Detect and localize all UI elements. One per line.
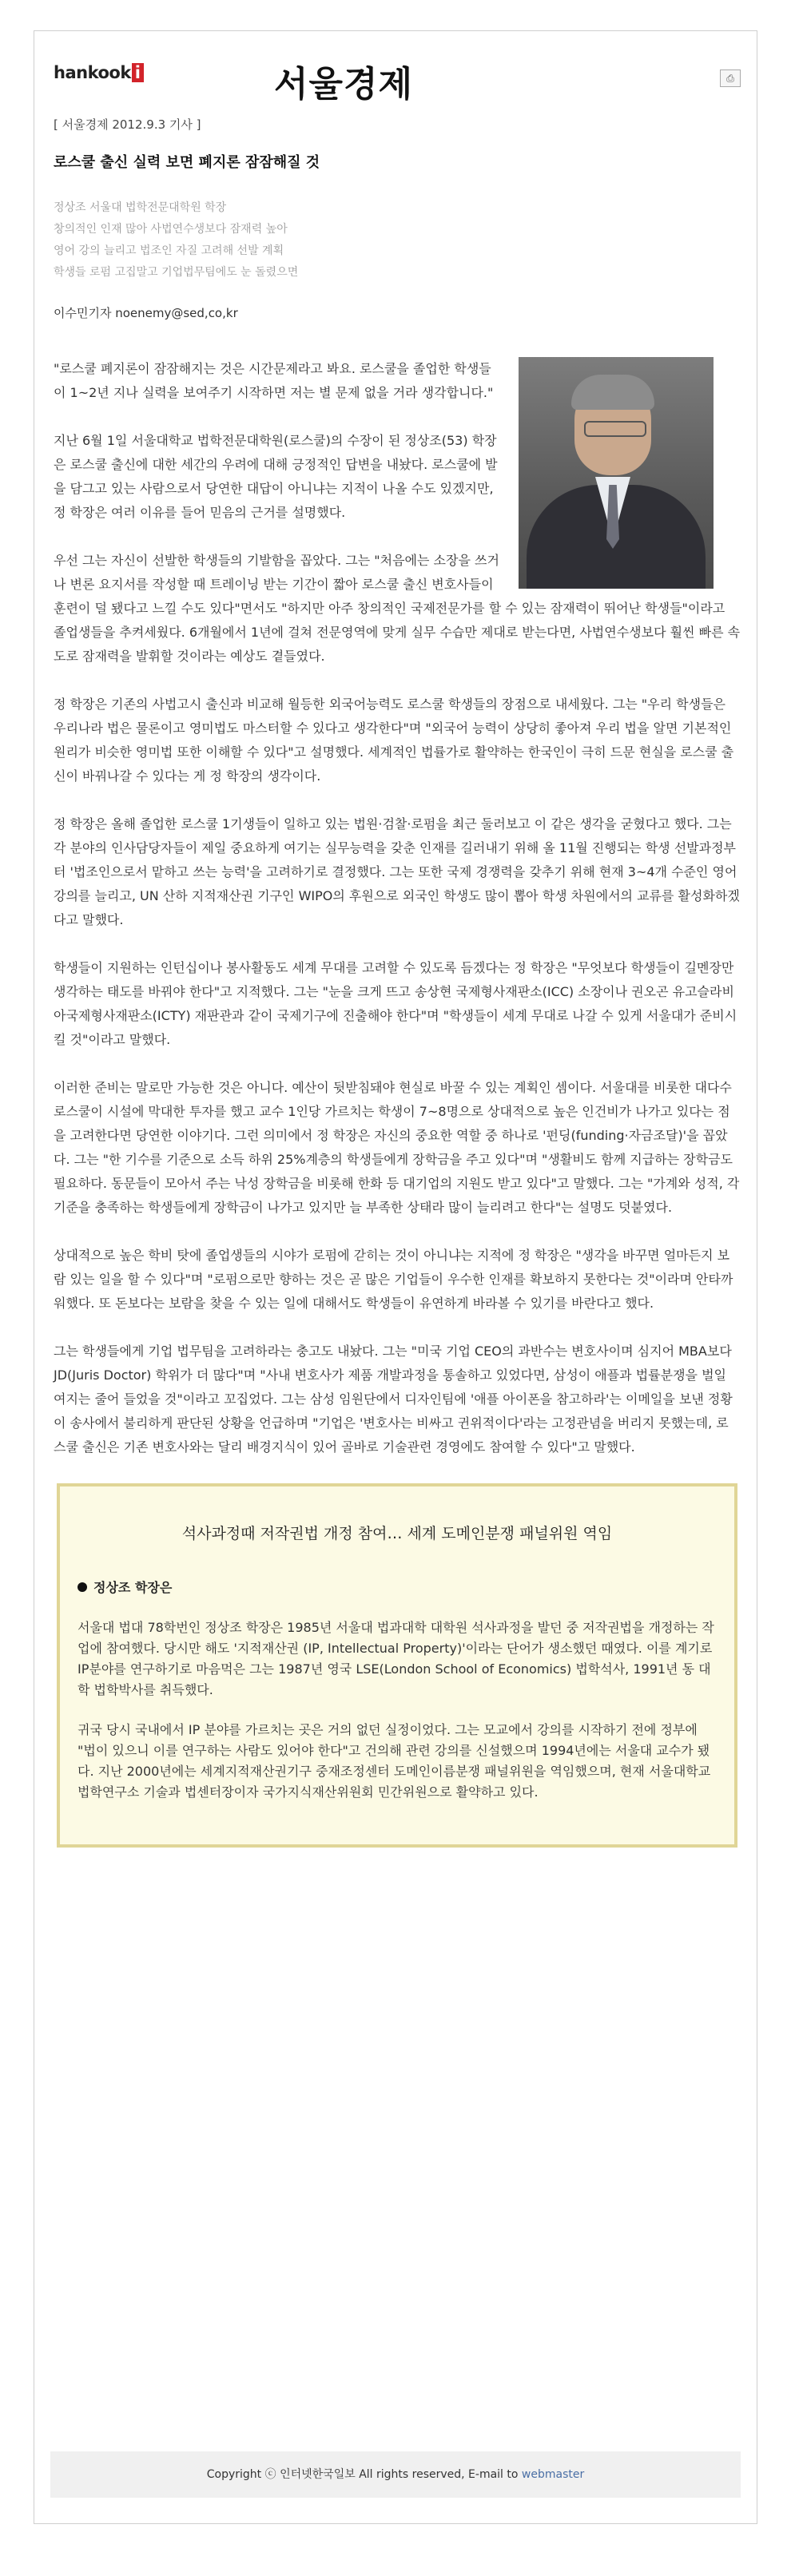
masthead bbox=[34, 31, 757, 105]
byline: 이수민기자 noenemy@sed,co,kr bbox=[54, 306, 238, 320]
paragraph: 이러한 준비는 말로만 가능한 것은 아니다. 예산이 뒷받침돼야 현실로 바꿀 수 있는 계획인 셈이다. 서울대를 비롯한 대다수 로스쿨이 시설에 막대한 투자를 했고 교수 1인당 가르치는 학생이 7~8명으로 상대적으로 높은 인건비가 나가고 있다는 점을 고려한다면 당연한 이야기다. 그런 의미에서 정 학장은 자신의 중요한 역할 중 하나로 '펀딩(funding·자금조달)'을 꼽았다. 그는 "한 기수를 기준으로 소득 하위 25%계층의 학생들에게 장학금을 주고 있다"며 "생활비도 함께 지급하는 장학금도 필요하다. 동문들이 모아서 주는 낙성 장학금을 비롯해 한화 등 대기업의 지원도 받고 있다"고 말했다. 그는 "가계와 성적, 각 기준을 충족하는 학생들에게 장학금이 나가고 있지만 늘 부족한 상태라 많이 늘리려고 한다"는 설명도 덧붙였다. bbox=[54, 1080, 740, 1215]
paragraph: "로스쿨 폐지론이 잠잠해지는 것은 시간문제라고 봐요. 로스쿨을 졸업한 학생들이 1~2년 지나 실력을 보여주기 시작하면 저는 별 문제 없을 거라 생각합니다." bbox=[54, 361, 494, 400]
logo-box: i bbox=[132, 63, 144, 82]
profile-paragraph: 귀국 당시 국내에서 IP 분야를 가르치는 곳은 거의 없던 실정이었다. 그는 모교에서 강의를 시작하기 전에 정부에 "법이 있으니 이를 연구하는 사람도 있어야 한다"고 건의해 관련 강의를 신설했으며 1994년에는 서울대 교수가 됐다. 지난 2000년에는 세계지적재산권기구 중재조정센터 도메인이름분쟁 패널위원을 역임했으며, 현재 서울대학교 법학연구소 기술과 법센터장이자 국가지식재산위원회 민간위원으로 활약하고 있다. bbox=[78, 1722, 711, 1800]
profile-body bbox=[78, 1617, 717, 1803]
page-frame bbox=[34, 30, 757, 2524]
paragraph: 정 학장은 기존의 사법고시 출신과 비교해 월등한 외국어능력도 로스쿨 학생들의 장점으로 내세웠다. 그는 "우리 학생들은 우리나라 법은 물론이고 영미법도 마스터할 수 있다고 생각한다"며 "외국어 능력이 상당히 좋아져 우리 법을 알면 기본적인 원리가 비슷한 영미법 또한 이해할 수 있다"고 설명했다. 세계적인 법률가로 활약하는 한국인이 극히 드문 현실을 로스쿨 출신이 바꿔나갈 수 있다는 게 정 학장의 생각이다. bbox=[54, 697, 734, 784]
paragraph: 우선 그는 자신이 선발한 학생들의 기발함을 꼽았다. 그는 "처음에는 소장을 쓰거나 변론 요지서를 작성할 때 트레이닝 받는 기간이 짧아 로스쿨 출신 변호사들이 훈련이 덜 됐다고 느낄 수도 있다"면서도 "하지만 아주 창의적인 국제전문가를 할 수 있는 잠재력이 뛰어난 학생들"이라고 졸업생들을 추켜세웠다. 6개월에서 1년에 걸쳐 전문영역에 맞게 실무 수습만 제대로 받는다면, 사법연수생보다 훨씬 빠른 속도로 잠재력을 발휘할 것이라는 예상도 곁들였다. bbox=[54, 553, 741, 664]
profile-name-label: 정상조 학장은 bbox=[93, 1580, 173, 1595]
paragraph: 그는 학생들에게 기업 법무팀을 고려하라는 충고도 내놨다. 그는 "미국 기업 CEO의 과반수는 변호사이며 심지어 MBA보다 JD(Juris Doctor) 학위가 더 많다"며 "사내 변호사가 제품 개발과정을 통솔하고 있었다면, 삼성이 애플과 법률분쟁을 벌일 여지는 줄어 들었을 것"이라고 꼬집었다. 그는 삼성 임원단에서 디자인팀에 '애플 아이폰을 참고하라'는 이메일을 보낸 정황이 송사에서 불리하게 판단된 상황을 언급하며 "기업은 '변호사는 비싸고 귄위적이다'라는 고정관념을 버리지 못했는데, 로스쿨 출신은 기존 변호사와는 달리 배경지식이 있어 골바로 기술관련 경영에도 참여할 수 있다"고 말했다. bbox=[54, 1344, 733, 1455]
logo-text: hankook bbox=[54, 63, 131, 82]
portrait-photo bbox=[519, 357, 714, 589]
paragraph: 학생들이 지원하는 인턴십이나 봉사활동도 세계 무대를 고려할 수 있도록 듬겠다는 정 학장은 "무엇보다 학생들이 길멘장만 생각하는 태도를 바꿔야 한다"고 지적했다. 그는 "눈을 크게 뜨고 송상현 국제형사재판소(ICC) 소장이나 권오곤 유고슬라비아국제형사재판소(ICTY) 재판관과 같이 국제기구에 진출해야 한다"며 "학생들이 세계 무대로 나갈 수 있게 서울대가 준비시킬 것"이라고 말했다. bbox=[54, 960, 737, 1047]
paper-name: 서울경제 bbox=[274, 64, 414, 105]
subhead: 학생들 로펌 고집말고 기업법무팀에도 눈 돌렸으면 bbox=[54, 266, 299, 279]
subheads bbox=[54, 197, 741, 284]
paragraph: 정 학장은 올해 졸업한 로스쿨 1기생들이 일하고 있는 법원·검찰·로펌을 최근 둘러보고 이 같은 생각을 굳혔다고 했다. 그는 각 분야의 인사담당자들이 제일 중요하게 여기는 실무능력을 갖춘 인재를 길러내기 위해 올 11월 진행되는 학생 선발과정부터 '법조인으로서 맡하고 쓰는 능력'을 고려하기로 결정했다. 그는 또한 국제 경쟁력을 갖추기 위해 현재 3~4개 수준인 영어강의를 늘리고, UN 산하 지적재산권 기구인 WIPO의 후원으로 외국인 학생도 많이 뽑아 학생 차원에서의 교류를 활성화하겠다고 말했다. bbox=[54, 816, 740, 927]
webmaster-link[interactable]: webmaster bbox=[521, 2468, 585, 2481]
printer-icon[interactable]: ⎙ bbox=[720, 69, 741, 87]
article-body bbox=[54, 357, 741, 1459]
profile-box-title: 석사과정때 저작권법 개정 참여… 세계 도메인분쟁 패널위원 역임 bbox=[181, 1525, 613, 1542]
hankooki-logo[interactable] bbox=[54, 63, 145, 82]
subhead: 정상조 서울대 법학전문대학원 학장 bbox=[54, 201, 227, 214]
footer bbox=[50, 2451, 741, 2498]
copyright-text: Copyright ⓒ 인터넷한국일보 All rights reserved, E-mail to bbox=[206, 2468, 522, 2481]
profile-name bbox=[78, 1578, 717, 1602]
paragraph: 상대적으로 높은 학비 탓에 졸업생들의 시야가 로펌에 갇히는 것이 아니냐는 지적에 정 학장은 "생각을 바꾸면 얼마든지 보람 있는 일을 할 수 있다"며 "로펌으로만 향하는 것은 곧 많은 기업들이 우수한 인재를 확보하지 못한다는 것"이라며 안타까워했다. 또 돈보다는 보람을 찾을 수 있는 일에 대해서도 학생들이 유연하게 바라볼 수 있기를 바란다고 했다. bbox=[54, 1248, 733, 1311]
subhead: 영어 강의 늘리고 법조인 자질 고려해 선발 계획 bbox=[54, 244, 284, 257]
article bbox=[54, 116, 741, 1848]
profile-paragraph: 서울대 법대 78학번인 정상조 학장은 1985년 서울대 법과대학 대학원 석사과정을 발던 중 저작권법을 개정하는 작업에 참여했다. 당시만 해도 '지적재산권 (IP, Intellectual Property)'이라는 단어가 생소했던 때였다. 이를 계기로 IP분야를 연구하기로 마음먹은 그는 1987년 영국 LSE(London School of Economics) 법학석사, 1991년 동 대학 법학박사를 취득했다. bbox=[78, 1620, 714, 1697]
subhead: 창의적인 인재 많아 사법연수생보다 잠재력 높아 bbox=[54, 223, 288, 236]
dateline: [ 서울경제 2012.9.3 기사 ] bbox=[54, 117, 201, 132]
profile-box bbox=[57, 1483, 737, 1848]
paragraph: 지난 6월 1일 서울대학교 법학전문대학원(로스쿨)의 수장이 된 정상조(53) 학장은 로스쿨 출신에 대한 세간의 우려에 대해 긍정적인 답변을 내놨다. 로스쿨에 발을 담그고 있는 사람으로서 당연한 대답이 아니냐는 지적이 나올 수도 있겠지만, 정 학장은 여러 이유를 들어 믿음의 근거를 설명했다. bbox=[54, 433, 498, 520]
headline: 로스쿨 출신 실력 보면 폐지론 잠잠해질 것 bbox=[54, 154, 320, 171]
bullet-icon bbox=[78, 1582, 87, 1592]
